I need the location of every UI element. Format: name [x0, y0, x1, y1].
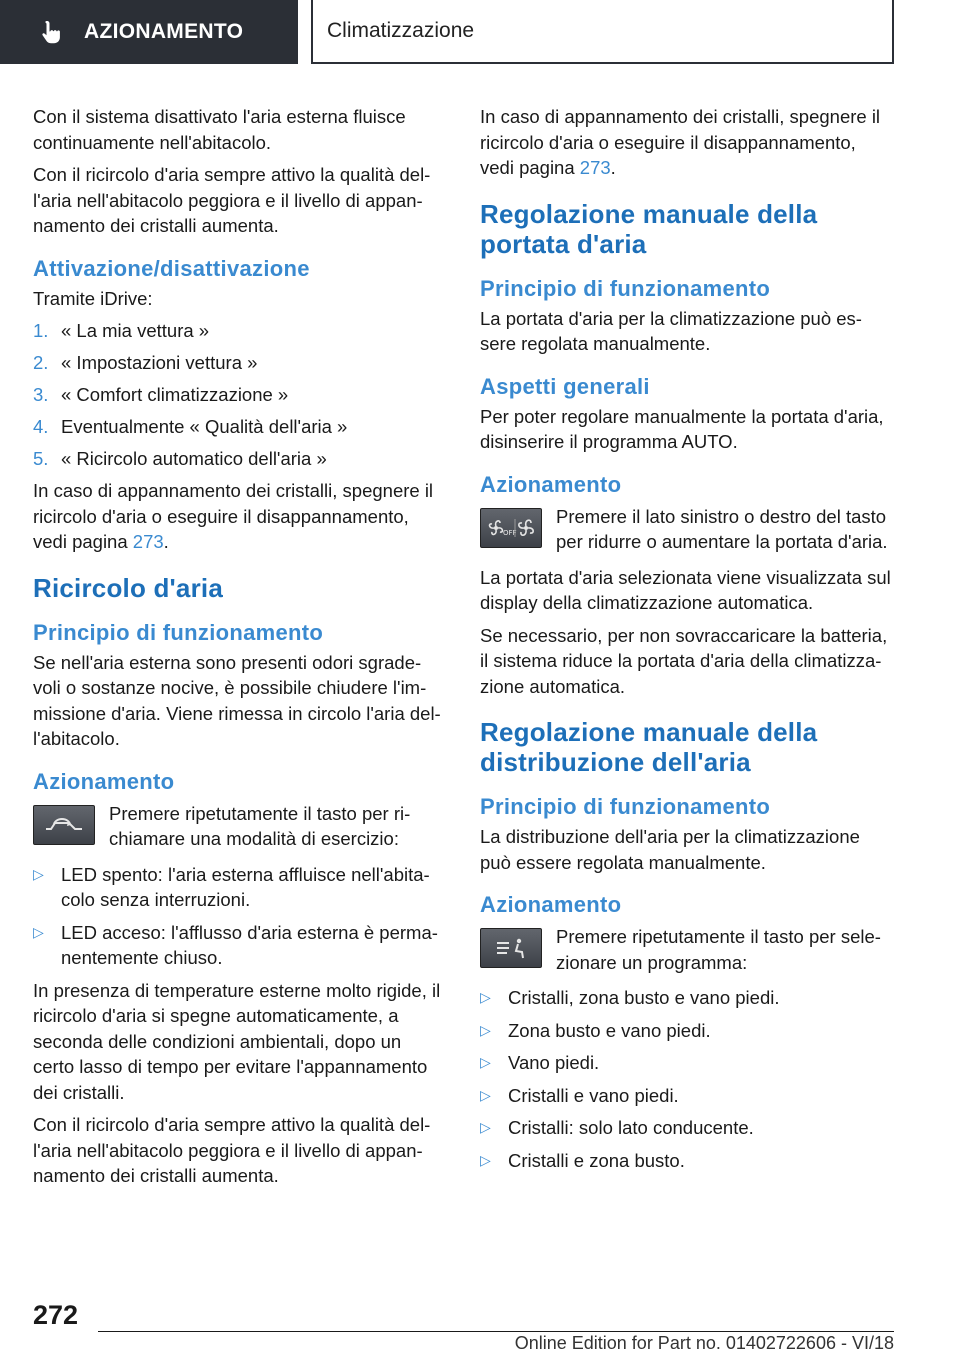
triangle-bullet-icon: ▷	[480, 1021, 491, 1038]
section-heading: Attivazione/disattivazione	[33, 255, 310, 281]
list-item	[480, 1018, 894, 1044]
section-heading: Azionamento	[480, 892, 622, 917]
step-text: « Ricircolo automatico dell'aria »	[61, 448, 327, 469]
paragraph: Se nell'aria esterna sono presenti odori sgrade- voli o sostanze nocive, è possibile chiudere l'im- missione d'aria. Viene rimessa in circolo l'aria del- l'abitacolo.	[33, 651, 441, 749]
list-item	[480, 1083, 894, 1109]
list-item-text: LED spento: l'aria esterna affluisce nell'abita- colo senza interruzioni.	[61, 863, 430, 910]
paragraph: Con il sistema disattivato l'aria esterna fluisce continuamente nell'abitacolo.	[33, 106, 406, 153]
header-chapter-box	[311, 0, 894, 64]
right-column	[480, 104, 894, 1180]
list-item-text: Vano piedi.	[508, 1052, 600, 1073]
chapter-heading: Ricircolo d'aria	[33, 572, 223, 603]
list-item-text: LED acceso: l'afflusso d'aria esterna è perma- nentemente chiuso.	[61, 921, 438, 968]
section-heading: Azionamento	[33, 768, 175, 794]
paragraph: La portata d'aria selezionata viene visualizzata sul display della climatizzazione automatica.	[480, 566, 891, 613]
list-item	[33, 318, 447, 344]
operation-row	[480, 924, 894, 975]
program-list	[480, 985, 894, 1173]
fan-speed-button-icon	[480, 508, 542, 548]
operation-text: Premere ripetutamente il tasto per sele- zionare un programma:	[556, 926, 881, 973]
mode-list	[33, 862, 447, 971]
list-item	[33, 382, 447, 408]
step-number: 4.	[33, 416, 49, 437]
operation-row	[480, 504, 894, 555]
chapter-heading: Regolazione manuale della distribuzione dell'aria	[480, 717, 818, 777]
section-heading: Principio di funzionamento	[480, 794, 771, 819]
fog-note-text: In caso di appannamento dei cristalli, spegnere il ricircolo d'aria o eseguire il disappannamento, vedi pagina	[33, 480, 434, 552]
header-chapter-label: Climatizzazione	[327, 19, 475, 42]
triangle-bullet-icon: ▷	[480, 1119, 491, 1135]
list-item	[33, 862, 447, 913]
steps-list	[33, 318, 447, 472]
recirculation-button-icon	[33, 805, 95, 845]
page-link-273[interactable]: 273	[579, 157, 611, 178]
list-item	[480, 1050, 894, 1076]
list-item	[33, 350, 447, 376]
fog-note-text: In caso di appannamento dei cristalli, spegnere il ricircolo d'aria o eseguire il disappannamento, vedi pagina	[480, 106, 881, 178]
step-number: 3.	[33, 384, 49, 405]
section-heading: Aspetti generali	[480, 373, 650, 399]
step-text: « Comfort climatizzazione »	[61, 384, 289, 405]
footer-divider	[98, 1331, 894, 1332]
paragraph: La portata d'aria per la climatizzazione può es- sere regolata manualmente.	[480, 307, 862, 354]
triangle-bullet-icon: ▷	[480, 1086, 491, 1103]
air-distribution-button-icon	[480, 928, 542, 968]
paragraph: Se necessario, per non sovraccaricare la batteria, il sistema riduce la portata d'aria della climatizza- zione automatica.	[480, 624, 888, 697]
list-item-text: Cristalli e vano piedi.	[508, 1084, 679, 1106]
list-item	[480, 985, 894, 1011]
list-item	[33, 414, 447, 440]
paragraph	[33, 478, 447, 555]
operation-text: Premere ripetutamente il tasto per ri- chiamare una modalità di esercizio:	[109, 802, 411, 849]
list-item-text: Zona busto e vano piedi.	[508, 1019, 711, 1041]
operation-text: Premere il lato sinistro o destro del tasto per ridurre o aumentare la portata d'aria.	[556, 505, 888, 552]
step-text: « La mia vettura »	[61, 320, 210, 341]
section-heading: Azionamento	[480, 471, 622, 497]
section-heading: Principio di funzionamento	[480, 275, 771, 301]
svg-text:OFF: OFF	[503, 528, 517, 537]
fog-note-end: .	[610, 157, 616, 178]
footer-edition: Online Edition for Part no. 01402722606 - VI/18	[514, 1333, 894, 1353]
list-item-text: Cristalli, zona busto e vano piedi.	[508, 987, 780, 1008]
header-section-label: AZIONAMENTO	[84, 20, 244, 43]
left-column	[33, 104, 447, 1196]
triangle-bullet-icon: ▷	[480, 989, 491, 1005]
page-number: 272	[33, 1300, 79, 1330]
operation-row	[33, 801, 447, 852]
fog-note-end: .	[163, 531, 169, 552]
paragraph: In presenza di temperature esterne molto rigide, il ricircolo d'aria si spegne automaticamente, a seconda delle condizioni ambientali, dopo un certo lasso di tempo per evitare l'appannamento dei cristalli.	[33, 979, 441, 1103]
triangle-bullet-icon: ▷	[33, 923, 44, 940]
paragraph: La distribuzione dell'aria per la climatizzazione può essere regolata manualmente.	[480, 826, 860, 873]
page-link-273[interactable]: 273	[132, 531, 164, 552]
triangle-bullet-icon: ▷	[33, 865, 44, 882]
step-text: Eventualmente « Qualità dell'aria »	[61, 416, 348, 437]
paragraph	[480, 104, 894, 181]
triangle-bullet-icon: ▷	[480, 1054, 491, 1070]
chapter-heading: Regolazione manuale della portata d'aria	[480, 198, 818, 259]
step-number: 5.	[33, 448, 49, 469]
paragraph: Con il ricircolo d'aria sempre attivo la qualità del- l'aria nell'abitacolo peggiora e il livello di appan- namento dei cristalli aumenta.	[33, 1114, 431, 1186]
list-item	[480, 1115, 894, 1141]
step-number: 1.	[33, 320, 49, 341]
step-number: 2.	[33, 352, 49, 373]
header-section-tab	[0, 0, 298, 64]
list-item-text: Cristalli: solo lato conducente.	[508, 1117, 754, 1138]
triangle-bullet-icon: ▷	[480, 1151, 491, 1168]
paragraph: Con il ricircolo d'aria sempre attivo la qualità del- l'aria nell'abitacolo peggiora e il livello di appan- namento dei cristalli aumenta.	[33, 164, 431, 236]
paragraph: Tramite iDrive:	[33, 287, 153, 309]
step-text: « Impostazioni vettura »	[61, 352, 258, 373]
section-heading: Principio di funzionamento	[33, 619, 324, 645]
list-item-text: Cristalli e zona busto.	[508, 1149, 685, 1171]
list-item	[33, 920, 447, 971]
hand-pointer-icon	[38, 19, 64, 45]
list-item	[480, 1148, 894, 1174]
list-item	[33, 446, 447, 472]
paragraph: Per poter regolare manualmente la portata d'aria, disinserire il programma AUTO.	[480, 405, 884, 452]
